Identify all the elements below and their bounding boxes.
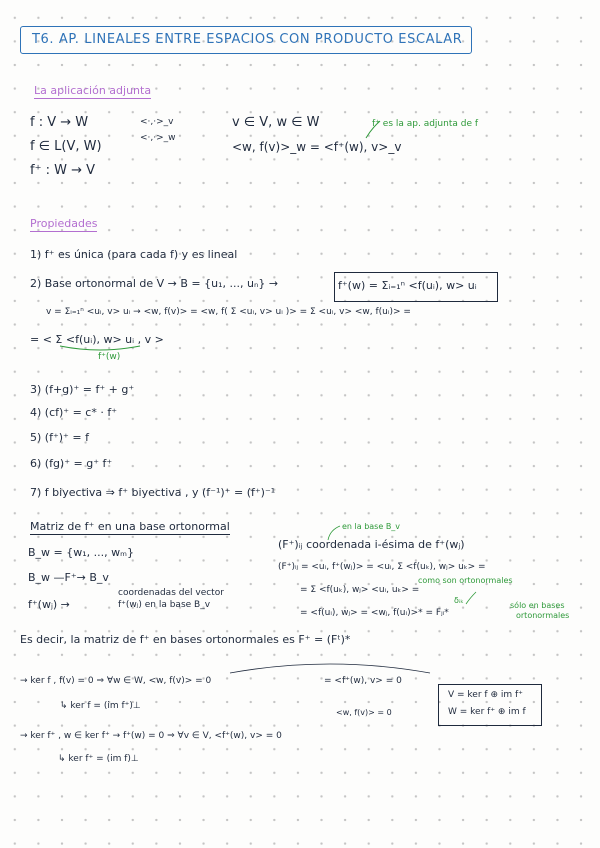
def-vectors: v ∈ V, w ∈ W (232, 115, 320, 130)
kernel-adjoint-result: ↳ ker f⁺ = (im f)⊥ (58, 754, 139, 764)
page-title: T6. AP. LINEALES ENTRE ESPACIOS CON PRODUCTO ESCALAR (32, 32, 463, 47)
property-3: 3) (f+g)⁺ = f⁺ + g⁺ (30, 383, 135, 396)
def-adjoint-equation: <w, f(v)>_w = <f⁺(w), v>_v (232, 140, 402, 154)
section-heading-adjunta: La aplicación adjunta (34, 84, 151, 99)
decomposition-w: W = ker f⁺ ⊕ im f (448, 707, 526, 717)
adjoint-formula: f⁺(w) = Σᵢ₌₁ⁿ <f(uᵢ), w> uᵢ (338, 279, 477, 292)
kronecker-delta: δᵢₖ (454, 596, 464, 605)
property-2-result: = < Σ <f(uᵢ), w> uᵢ , v > (30, 333, 164, 346)
coordinates-note-2: f⁺(wⱼ) en la base B_v (118, 600, 211, 610)
kernel-note: <w, f(v)> = 0 (336, 708, 392, 717)
only-orthonormal-note-2: ortonormales (516, 611, 570, 620)
def-f-map: f : V → W (30, 115, 89, 130)
property-2-expansion: v = Σᵢ₌₁ⁿ <uᵢ, v> uᵢ → <w, f(v)> = <w, f( Σ <uᵢ, v> uᵢ )> = Σ <uᵢ, v> <w, f(uᵢ)> = (46, 307, 411, 317)
kernel-f-statement: → ker f , f(v) = 0 ⇒ ∀w ∈ W, <w, f(v)> = 0 (20, 676, 212, 686)
delta-arrow (466, 592, 476, 604)
property-4: 4) (cf)⁺ = c* · f⁺ (30, 406, 118, 419)
property-2-brace-label: f⁺(w) (98, 352, 121, 362)
adjoint-note: f⁺ es la ap. adjunta de f (372, 119, 479, 129)
inner-product-v: <·,·>_v (140, 117, 174, 127)
inner-product-w: <·,·>_w (140, 133, 176, 143)
property-5: 5) (f⁺)⁺ = f (30, 431, 89, 444)
section-heading-propiedades: Propiedades (30, 217, 97, 232)
only-orthonormal-note-1: sólo en bases (510, 601, 565, 610)
matrix-entry-eq-3: = <f(uᵢ), wⱼ> = <wⱼ, f(uᵢ)>* = Fⱼᵢ* (300, 608, 449, 618)
basis-map: B_w —F⁺→ B_v (28, 571, 109, 584)
underbrace-stroke (60, 346, 140, 350)
matrix-entry-definition: (F⁺)ᵢⱼ coordenada i-ésima de f⁺(wⱼ) (278, 538, 465, 551)
basis-note: en la base B_v (342, 522, 401, 531)
basis-note-arrow (328, 526, 340, 540)
property-7: 7) f biyectiva ⇒ f⁺ biyectiva , y (f⁻¹)⁺ = (f⁺)⁻¹ (30, 486, 276, 499)
kernel-f-statement-cont: = <f⁺(w), v> = 0 (324, 676, 402, 686)
matrix-conclusion: Es decir, la matriz de f⁺ en bases ortonormales es F⁺ = (Fᵗ)* (20, 633, 351, 646)
property-2: 2) Base ortonormal de V → B = {u₁, ..., uₙ} → (30, 277, 279, 290)
decomposition-v: V = ker f ⊕ im f⁺ (448, 690, 523, 700)
coordinates-note-1: coordenadas del vector (118, 588, 224, 598)
matrix-entry-eq-2: = Σ <f(uₖ), wⱼ> <uᵢ, uₖ> = (300, 585, 420, 595)
note-arrow (366, 121, 380, 138)
def-f-adjoint-map: f⁺ : W → V (30, 163, 95, 178)
adjoint-of-basis-vector: f⁺(wⱼ) → (28, 598, 70, 611)
property-6: 6) (fg)⁺ = g⁺ f⁺ (30, 457, 113, 470)
matrix-entry-eq-1: (F⁺)ᵢⱼ = <uᵢ, f⁺(wⱼ)> = <uᵢ, Σ <f(uₖ), wⱼ> uₖ> = (278, 562, 486, 572)
basis-bw: B_w = {w₁, ..., wₘ} (28, 546, 134, 559)
orthonormal-note: como son ortonormales (418, 576, 513, 585)
kernel-adjoint-statement: → ker f⁺ , w ∈ ker f⁺ → f⁺(w) = 0 ⇒ ∀v ∈ V, <f⁺(w), v> = 0 (20, 731, 282, 741)
arc-stroke (230, 664, 430, 673)
section-heading-matriz: Matriz de f⁺ en una base ortonormal (30, 520, 230, 535)
property-1: 1) f⁺ es única (para cada f) y es lineal (30, 248, 238, 261)
def-f-linear: f ∈ L(V, W) (30, 139, 102, 154)
kernel-f-result: ↳ ker f = (im f⁺)⊥ (60, 701, 141, 711)
